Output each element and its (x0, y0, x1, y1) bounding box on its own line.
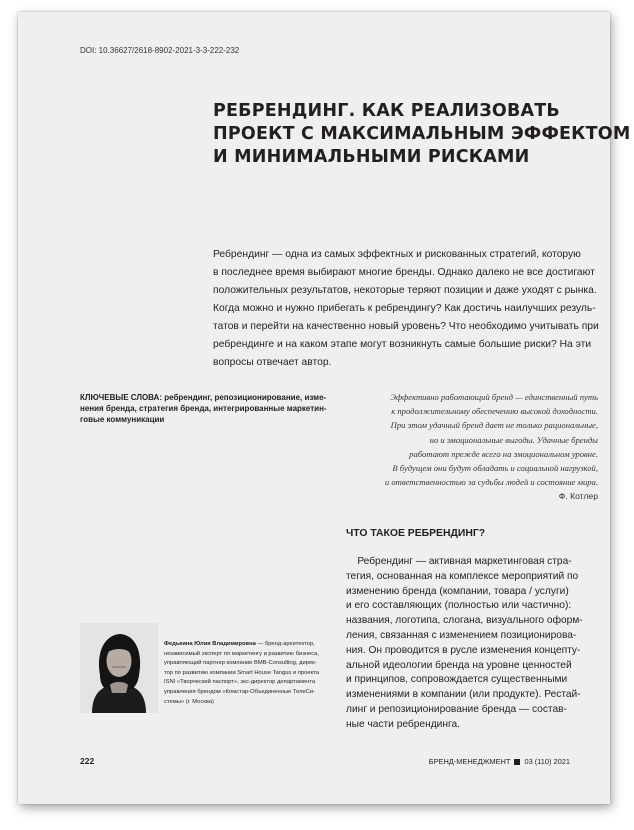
journal-page (18, 12, 631, 804)
body-line: и принципов, сопровождается существенными (346, 674, 568, 686)
epigraph-line: Эффективно работающий бренд — единственный путь (390, 392, 598, 402)
article-lead (213, 246, 603, 372)
title-line: РЕБРЕНДИНГ. КАК РЕАЛИЗОВАТЬ (213, 101, 560, 121)
bio-line: независимый эксперт по маркетингу и развитию бизнеса, (164, 650, 320, 657)
page-number: 222 (80, 756, 95, 766)
bio-line: — бренд-архитектор, (255, 641, 315, 647)
body-line: тегия, основанная на комплексе мероприятий по (346, 570, 579, 582)
body-line: Ребрендинг — активная маркетинговая стра- (346, 556, 572, 567)
journal-issue: 03 (110) 2021 (524, 757, 570, 766)
epigraph-line: и ответственностью за судьбы людей и состояние мира. (384, 477, 598, 488)
body-paragraph (346, 555, 608, 733)
doi-label: DOI: 10.36627/2618-8902-2021-3-3-222-232 (80, 46, 240, 55)
lead-line: ребрендинге и на каком этапе могут возникнуть самые большие риски? На эти (213, 339, 592, 350)
title-line: ПРОЕКТ С МАКСИМАЛЬНЫМ ЭФФЕКТОМ (213, 124, 631, 144)
epigraph-line: В будущем они будут обладать и социальной нагрузкой, (392, 463, 598, 474)
lead-line: в последнее время выбирают многие бренды. Однако далеко не все достигают (213, 267, 595, 278)
article-title (213, 100, 631, 169)
body-line: ния. Он проводится в русле изменения концепту- (346, 644, 581, 656)
body-line: и его составляющих (полностью или частично): (346, 600, 572, 612)
journal-name: БРЕНД-МЕНЕДЖМЕНТ (428, 757, 511, 766)
body-line: названия, логотипа, слогана, визуального оформ- (346, 615, 583, 627)
body-line: изменению бренда (компании, товара / услуги) (346, 585, 569, 597)
lead-line: Когда можно и нужно прибегать к ребрендингу? Как достичь наилучших резуль- (213, 303, 596, 314)
lead-line: положительных результатов, некоторые теряют позиции и даже уходят с рынка. (213, 285, 597, 296)
body-line: альной идеологии бренда на уровне ценностей (346, 659, 572, 671)
journal-footer (429, 757, 570, 766)
epigraph-line: При этом удачный бренд дает не только рациональные, (390, 420, 598, 431)
epigraph-author: Ф. Котлер (558, 491, 598, 502)
lead-line: татов и перейти на качественно новый уровень? Что необходимо учитывать при (213, 321, 599, 332)
keywords-line: нения бренда, стратегия бренда, интегрированные маркетин- (80, 404, 327, 413)
bio-line: ISNI «Творческий паспорт», экс-директор департамента (164, 679, 316, 686)
keywords-block (80, 392, 330, 425)
epigraph-line: работают прежде всего на эмоциональном уровне. (409, 448, 598, 459)
bio-line: управления брендом «Комстар-Объединенные ТелеСи- (164, 688, 316, 695)
keywords-line: говые коммуникации (80, 415, 165, 424)
body-line: ления, связанная с изменением позиционирова- (346, 629, 577, 641)
author-bio (164, 640, 344, 707)
keywords-line: КЛЮЧЕВЫЕ СЛОВА: ребрендинг, репозиционирование, изме- (80, 393, 327, 402)
body-line: линг и репозиционирование бренда — состав- (346, 703, 567, 715)
author-name: Федькина Юлия Владимировна (164, 641, 256, 647)
epigraph-line: к продолжительному обеспечению высокой доходности. (391, 406, 598, 417)
bio-line: стемы» (г. Москва) (164, 698, 214, 705)
epigraph-line: но и эмоциональные выгоды. Удачные бренды (429, 434, 598, 445)
bio-first-line (164, 640, 344, 650)
square-bullet-icon (514, 759, 520, 765)
body-line: ные части ребрендинга. (346, 718, 460, 730)
bio-line: тор по развитию компании Smart House Tangus и проекта (164, 669, 320, 676)
lead-line: Ребрендинг — одна из самых эффектных и рискованных стратегий, которую (213, 249, 581, 260)
epigraph-quote (336, 390, 598, 504)
lead-line: вопросы отвечает автор. (213, 357, 332, 368)
title-line: И МИНИМАЛЬНЫМИ РИСКАМИ (213, 147, 530, 167)
section-heading: ЧТО ТАКОЕ РЕБРЕНДИНГ? (346, 528, 486, 539)
author-portrait-image (80, 623, 158, 713)
bio-line: управляющий партнер компании BMB-Consulting, дирек- (164, 660, 317, 667)
author-photo (80, 623, 158, 713)
body-line: изменениями в компании (или продукте). Рестай- (346, 689, 581, 701)
